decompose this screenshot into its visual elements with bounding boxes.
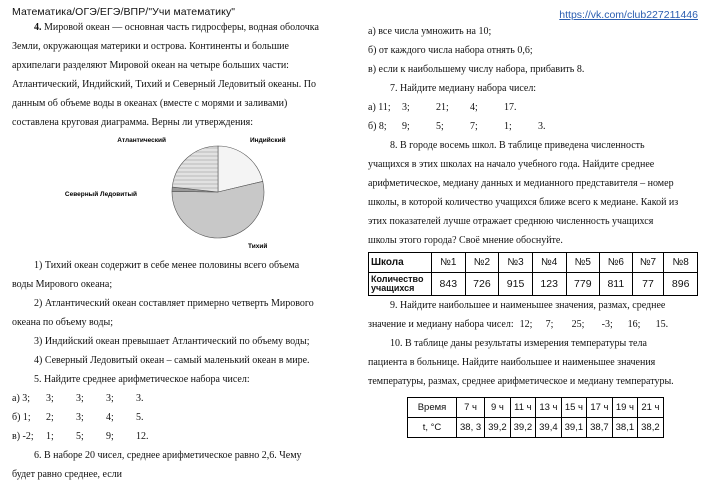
table-row: Время 7 ч 9 ч 11 ч 13 ч 15 ч 17 ч 19 ч 21 ч (408, 398, 664, 418)
task8-line: 8. В городе восемь школ. В таблице приведена численность (390, 140, 645, 151)
task6-option: а) все числа умножить на 10; (368, 26, 492, 37)
statement-line: воды Мирового океана; (12, 279, 113, 290)
task6-line: будет равно среднее, если (12, 469, 123, 480)
task6-line: 6. В наборе 20 чисел, среднее арифметическое равно 2,6. Чему (34, 450, 302, 461)
pie-slice-label: Атлантический (117, 137, 166, 144)
page-header-title: Математика/ОГЭ/ЕГЭ/ВПР/"Учи математику" (12, 6, 236, 18)
statement-line: 4) Северный Ледовитый океан – самый маленький океан в мире. (34, 355, 310, 366)
task5-title: 5. Найдите среднее арифметическое набора чисел: (34, 374, 250, 385)
task4-line: Земли, окружающая материки и острова. Континенты и большие (12, 41, 289, 52)
task7-row-b: б) 8; 9; 5; 7; 1; 3. (368, 121, 546, 132)
task7-title: 7. Найдите медиану набора чисел: (390, 83, 537, 94)
table-row: Количество учащихся 843 726 915 123 779 811 77 896 (369, 273, 698, 296)
ocean-pie-chart (12, 134, 350, 252)
task4-line: 4. Мировой океан — основная часть гидросферы, водная оболочка (34, 22, 319, 33)
task10-line: пациента в больнице. Найдите наибольшее и наименьшее значения (368, 357, 656, 368)
statement-line: океана по объему воды; (12, 317, 113, 328)
task9-line: 9. Найдите наибольшее и наименьшее значения, размах, среднее (390, 300, 666, 311)
statement-line: 2) Атлантический океан составляет примерно четверть Мирового (34, 298, 314, 309)
task4-line: Атлантический, Индийский, Тихий и Северный Ледовитый океаны. По (12, 79, 316, 90)
pie-slice (172, 146, 218, 192)
pie-slice-label: Северный Ледовитый (64, 191, 137, 198)
task5-row-c: в) -2; 1; 5; 9; 12. (12, 431, 149, 442)
schools-table (368, 252, 698, 296)
task8-line: учащихся в этих школах на начало учебного года. Найдите среднее (368, 159, 655, 170)
task5-row-a: а) 3; 3; 3; 3; 3. (12, 393, 144, 404)
task4-line: составлена круговая диаграмма. Верны ли утверждения: (12, 117, 254, 128)
task8-line: школы, в которой количество учащихся ближе всего к медиане. Какой из (368, 197, 679, 208)
table-row: Школа №1 №2 №3 №4 №5 №6 №7 №8 (369, 253, 698, 273)
task8-line: школы этого города? Своё мнение обоснуйте. (368, 235, 563, 246)
task6-option: в) если к наибольшему числу набора, прибавить 8. (368, 64, 585, 75)
vk-link[interactable]: https://vk.com/club227211446 (559, 9, 698, 21)
temperature-table (407, 397, 664, 438)
task9-values-row: значение и медиану набора чисел: 12; 7; 25; -3; 16; 15. (368, 319, 669, 330)
pie-slice-label: Индийский (250, 137, 286, 144)
task10-line: температуры, размах, среднее арифметическое и медиану температуры. (368, 376, 674, 387)
right-column (368, 22, 698, 438)
left-column (12, 18, 350, 484)
statement-line: 1) Тихий океан содержит в себе менее половины всего объема (34, 260, 300, 271)
pie-slice-label: Тихий (248, 243, 268, 250)
task7-row-a: а) 11; 3; 21; 4; 17. (368, 102, 517, 113)
task8-line: арифметическое, медиану данных и медианного представителя – номер (368, 178, 674, 189)
statement-line: 3) Индийский океан превышает Атлантический по объему воды; (34, 336, 310, 347)
task4-line: данным об объеме воды в океанах (вместе с морями и заливами) (12, 98, 288, 109)
task4-line: архипелаги разделяют Мировой океан на четыре больших части: (12, 60, 289, 71)
pie-chart-svg (12, 134, 350, 252)
task6-option: б) от каждого числа набора отнять 0,6; (368, 45, 533, 56)
task10-line: 10. В таблице даны результаты измерения температуры тела (390, 338, 647, 349)
table-row: t, °C 38, 3 39,2 39,2 39,4 39,1 38,7 38,1 38,2 (408, 418, 664, 438)
task8-line: этих показателей лучше отражает среднюю численность учащихся (368, 216, 654, 227)
task5-row-b: б) 1; 2; 3; 4; 5. (12, 412, 144, 423)
